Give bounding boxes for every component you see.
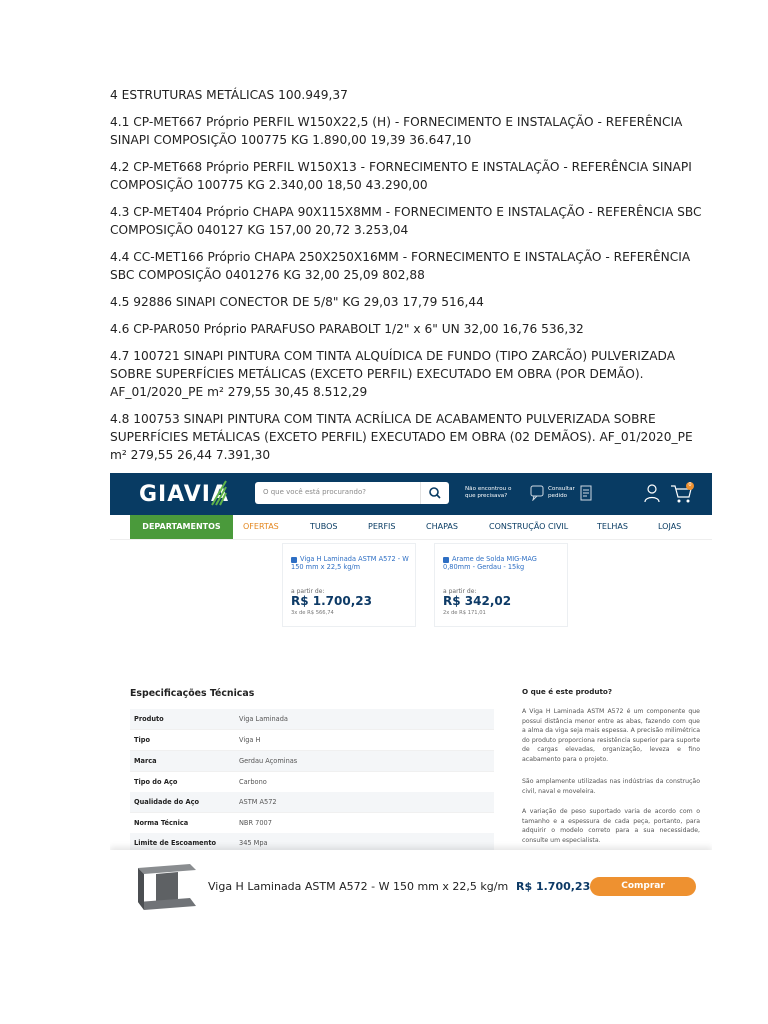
nav-tubos[interactable]: TUBOS (310, 522, 338, 531)
doc-item-4-3: 4.3 CP-MET404 Próprio CHAPA 90X115X8MM - FORNECIMENTO E INSTALAÇÃO - REFERÊNCIA SBC COMPOSIÇÃO 040127 KG 157,00 20,72 3.253,04 (110, 205, 702, 237)
doc-item-4-7: 4.7 100721 SINAPI PINTURA COM TINTA ALQUÍDICA DE FUNDO (TIPO ZARCÃO) PULVERIZADA SOBRE SUPERFÍCIES METÁLICAS (EXCETO PERFIL) EXECUTADO EM OBRA (POR DEMÃO). AF_01/2020_PE m² 279,55 30,45 8.512,29 (110, 349, 676, 399)
nav-lojas[interactable]: LOJAS (658, 522, 682, 531)
store-screenshot (110, 473, 712, 920)
search-button[interactable] (420, 482, 449, 504)
card-product-name[interactable]: Viga H Laminada ASTM A572 - W 150 mm x 22,5 kg/m (291, 555, 409, 571)
spec-row (130, 772, 494, 793)
bottom-product-name: Viga H Laminada ASTM A572 - W 150 mm x 22,5 kg/m (208, 880, 509, 893)
spec-value: NBR 7007 (239, 819, 272, 827)
spec-value: ASTM A572 (239, 798, 277, 806)
spec-row (130, 813, 494, 834)
store-logo[interactable]: GIAVIA (139, 482, 230, 507)
spec-row (130, 709, 494, 730)
product-card[interactable] (282, 543, 416, 627)
spec-key: Norma Técnica (134, 819, 189, 827)
user-icon[interactable] (643, 483, 661, 503)
card-product-name[interactable]: Arame de Solda MIG-MAG 0,80mm - Gerdau - 15kg (443, 555, 537, 571)
help-link[interactable]: Não encontrou o que precisava? (465, 486, 512, 499)
spec-key: Tipo (134, 736, 151, 744)
section-heading: 4 ESTRUTURAS METÁLICAS 100.949,37 (110, 88, 348, 102)
doc-item-4-4: 4.4 CC-MET166 Próprio CHAPA 250X250X16MM - FORNECIMENTO E INSTALAÇÃO - REFERÊNCIA SBC COMPOSIÇÃO 0401276 KG 32,00 25,09 802,88 (110, 250, 691, 282)
logo-leaf-icon (210, 479, 228, 507)
store-header (110, 473, 712, 515)
spec-value: Viga Laminada (239, 715, 288, 723)
doc-item-4-5: 4.5 92886 SINAPI CONECTOR DE 5/8" KG 29,03 17,79 516,44 (110, 295, 484, 309)
nav-telhas[interactable]: TELHAS (597, 522, 628, 531)
spec-row (130, 751, 494, 772)
card-price: R$ 1.700,23 (291, 594, 372, 608)
spec-key: Qualidade do Aço (134, 798, 200, 806)
search-icon (421, 482, 449, 504)
nav-perfis[interactable]: PERFIS (368, 522, 396, 531)
bottom-price: R$ 1.700,23 (516, 880, 591, 893)
spec-value: Carbono (239, 778, 267, 786)
document-body (110, 86, 710, 473)
spec-key: Marca (134, 757, 157, 765)
nav-ofertas[interactable]: OFERTAS (243, 522, 279, 531)
nav-construcao-civil[interactable]: CONSTRUÇÃO CIVIL (489, 522, 569, 531)
card-price: R$ 342,02 (443, 594, 512, 608)
card-installments: 3x de R$ 566,74 (291, 610, 334, 616)
about-paragraph: A variação de peso suportado varia de acordo com o tamanho e a espessura de cada peça, portanto, para adquirir o modelo correto para a sua necessidade, consulte um especialista. (522, 808, 700, 844)
quote-link[interactable]: Consultar pedido (548, 486, 575, 499)
chat-icon (530, 485, 544, 501)
search-input[interactable] (255, 482, 447, 504)
doc-item-4-8: 4.8 100753 SINAPI PINTURA COM TINTA ACRÍLICA DE ACABAMENTO PULVERIZADA SOBRE SUPERFÍCIES METÁLICAS (EXCETO PERFIL) EXECUTADO EM OBRA (02 DEMÃOS). AF_01/2020_PE m² 279,55 26,44 7.391,30 (110, 412, 693, 462)
about-title: O que é este produto? (522, 687, 613, 696)
product-thumbnail (134, 862, 198, 914)
cart-count: 0 (688, 482, 692, 488)
nav-departamentos[interactable]: DEPARTAMENTOS (130, 515, 233, 539)
nav-chapas[interactable]: CHAPAS (426, 522, 458, 531)
doc-item-4-2: 4.2 CP-MET668 Próprio PERFIL W150X13 - FORNECIMENTO E INSTALAÇÃO - REFERÊNCIA SINAPI COMPOSIÇÃO 100775 KG 2.340,00 18,50 43.290,00 (110, 160, 692, 192)
spec-key: Produto (134, 715, 164, 723)
card-installments: 2x de R$ 171,01 (443, 610, 486, 616)
card-from-label: a partir de: (443, 588, 477, 595)
spec-value: Gerdau Açominas (239, 757, 298, 765)
spec-row (130, 792, 494, 813)
category-nav (110, 515, 712, 540)
sticky-buy-bar (110, 850, 712, 920)
spec-value: Viga H (239, 736, 261, 744)
document-icon (580, 485, 592, 501)
spec-key: Limite de Escoamento (134, 839, 217, 847)
search-placeholder: O que você está procurando? (263, 488, 366, 496)
doc-item-4-1: 4.1 CP-MET667 Próprio PERFIL W150X22,5 (H) - FORNECIMENTO E INSTALAÇÃO - REFERÊNCIA SINAPI COMPOSIÇÃO 100775 KG 1.890,00 19,39 36.647,10 (110, 115, 683, 147)
buy-button[interactable]: Comprar (590, 877, 696, 896)
card-from-label: a partir de: (291, 588, 325, 595)
about-paragraph: São amplamente utilizadas nas indústrias da construção civil, naval e moveleira. (522, 778, 700, 795)
doc-item-4-6: 4.6 CP-PAR050 Próprio PARAFUSO PARABOLT 1/2" x 6" UN 32,00 16,76 536,32 (110, 322, 584, 336)
about-paragraph: A Viga H Laminada ASTM A572 é um componente que possui distância menor entre as abas, fazendo com que a alma da viga seja mais espessa. A precisão milimétrica do produto proporciona resistência superior para suporte de cargas elevadas, organização, leveza e fino acabamento para o projeto. (522, 708, 700, 763)
spec-row (130, 730, 494, 751)
product-card[interactable] (434, 543, 568, 627)
specs-title: Especificações Técnicas (130, 688, 255, 699)
spec-key: Tipo do Aço (134, 778, 178, 786)
spec-value: 345 Mpa (239, 839, 268, 847)
